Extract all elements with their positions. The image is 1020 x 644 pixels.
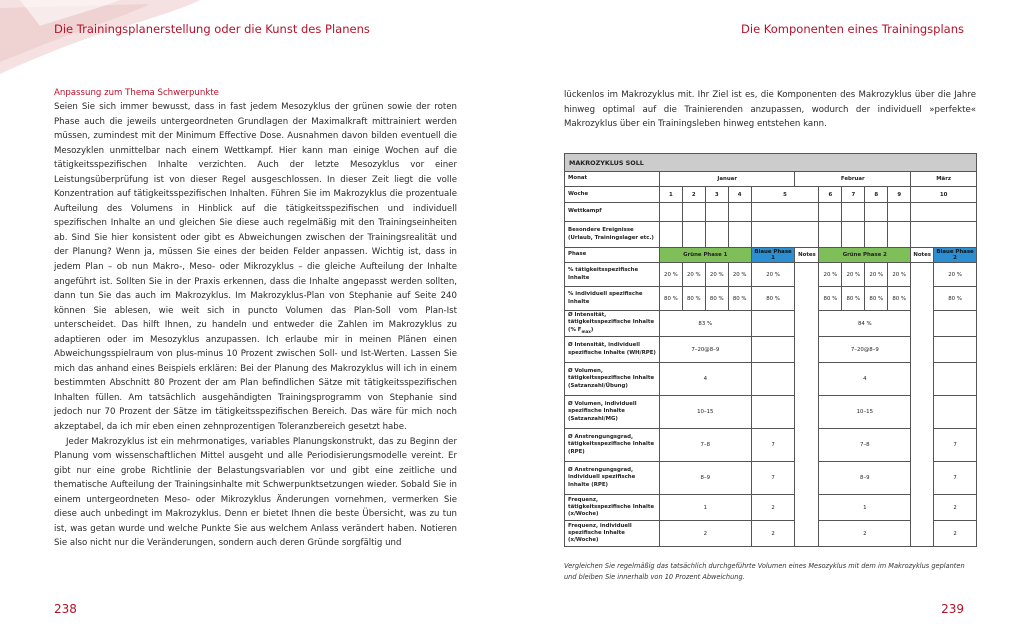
table-cell: 7–20@8–9 <box>819 337 911 363</box>
table-cell: 2 <box>751 521 795 547</box>
row-label: Ø Intensität, individuell spezifische Inhalte (WH/RPE) <box>565 337 660 363</box>
table-cell: 7 <box>751 429 795 462</box>
row-label: Frequenz, individuell spezifische Inhalte (x/Woche) <box>565 521 660 547</box>
table-cell: 7 <box>751 462 795 495</box>
table-cell: 80 % <box>751 287 795 311</box>
table-cell: 2 <box>934 495 977 521</box>
table-cell: 80 % <box>659 287 682 311</box>
table-cell: 2 <box>819 521 911 547</box>
section-subheading: Anpassung zum Thema Schwerpunkte <box>54 88 219 98</box>
table-cell <box>934 363 977 396</box>
notes-cell: Notes <box>795 248 819 263</box>
table-cell: 4 <box>819 363 911 396</box>
table-cell: 80 % <box>819 287 842 311</box>
table-cell: 20 % <box>934 263 977 287</box>
table-caption: Vergleichen Sie regelmäßig das tatsächlich durchgeführte Volumen eines Mesozyklus mit dem im Makrozyklus geplanten und bleiben Sie innerhalb von 10 Prozent Abweichung. <box>564 562 965 581</box>
page-number-right: 239 <box>941 602 964 616</box>
table-cell: 7–8 <box>819 429 911 462</box>
table-cell: 20 % <box>659 263 682 287</box>
row-label: Wettkampf <box>565 203 660 222</box>
table-cell: 20 % <box>705 263 728 287</box>
row-label: % tätigkeitsspezifische Inhalte <box>565 263 660 287</box>
week-cell: 3 <box>705 187 728 203</box>
week-cell: 10 <box>911 187 977 203</box>
row-label: % individuell spezifische Inhalte <box>565 287 660 311</box>
table-cell: 20 % <box>865 263 888 287</box>
table-cell <box>934 337 977 363</box>
week-cell: 4 <box>728 187 751 203</box>
table-cell: 20 % <box>888 263 911 287</box>
macrocycle-table <box>564 153 977 547</box>
table-cell: 1 <box>659 495 751 521</box>
table-cell <box>751 363 795 396</box>
table-cell: 80 % <box>842 287 865 311</box>
table-cell: 80 % <box>705 287 728 311</box>
month-cell: März <box>911 172 977 187</box>
table-cell: 80 % <box>682 287 705 311</box>
table-cell <box>934 311 977 337</box>
body-paragraph: Seien Sie sich immer bewusst, dass in fast jedem Mesozyklus der grünen sowie der roten Phase auch die jeweils untergeordneten Grundlagen der Maximalkraft mittrainiert werden müssen, zumindest mit der Minimum Effective Dose. Ausnahmen davon bilden eventuell die Mesozyklen unmittelbar nach einem Wettkampf. Hier kann man einige Wochen auf die tätigkeitsspezifischen Inhalte verzichten. Auch der letzte Mesozyklus vor einer Leistungsüberprüfung ist von dieser Regel ausgeschlossen. In dieser Zeit liegt die volle Konzentration auf tätigkeitsspezifischen Inhalten. Führen Sie im Makrozyklus die prozentuale Aufteilung des Volumens in Hinblick auf die tätigkeitsspezifischen und individuell spezifischen Inhalte an und gleichen Sie diese auch regelmäßig mit den Trainingseinheiten ab. Sind Sie hier konsistent oder gibt es Abweichungen zwischen der Trainingsrealität und der Planung? Wenn ja, müssen Sie eines der beiden Felder anpassen. Wichtig ist, dass in jedem Plan – ob nun Makro-, Meso- oder Mikrozyklus – die gleiche Aufteilung der Inhalte angeführt ist. Sollten Sie in der Praxis erkennen, dass die Inhalte angepasst werden sollten, dann tun Sie das auch im Makrozyklus. Im Makrozyklus-Plan von Stephanie auf Seite 240 können Sie ablesen, wie weit sich in puncto Volumen das Plan-Soll vom Plan-Ist unterscheidet. Das hilft Ihnen, zu handeln und entweder die Zahlen im Makrozyklus zu adaptieren oder im Mesozyklus anzupassen. Ich erlaube mir in meinen Plänen einen Abweichungsspielraum von plus-minus 10 Prozent zwischen Soll- und Ist-Werten. Lassen Sie mich das anhand eines Beispiels erklären: Bei der Planung des Makrozyklus will ich in einem bestimmten Abschnitt 80 Prozent der am Plan befindlichen Sätze mit tätigkeitsspezifischen Inhalten füllen. Am tatsächlich ausgehändigten Trainingsprogramm von Stephanie sind jedoch nur 70 Prozent der Sätze im tätigkeitsspezifischen Bereich. Das wäre für mich noch akzeptabel, da ich mir eben einen zehnprozentigen Toleranzbereich gesetzt habe. <box>54 102 457 433</box>
table-cell: 8–9 <box>819 462 911 495</box>
row-label: Besondere Ereignisse (Urlaub, Trainingslager etc.) <box>565 222 660 248</box>
table-cell <box>751 337 795 363</box>
row-label: Ø Volumen, individuell spezifische Inhalte (Satzanzahl/MG) <box>565 396 660 429</box>
row-label: Phase <box>565 248 660 263</box>
table-cell: 8–9 <box>659 462 751 495</box>
table-cell: 84 % <box>819 311 911 337</box>
row-label: Woche <box>565 187 660 203</box>
month-cell: Januar <box>659 172 795 187</box>
table-cell: 80 % <box>934 287 977 311</box>
decorative-brush-stroke <box>0 0 260 80</box>
table-cell: 2 <box>659 521 751 547</box>
week-cell: 1 <box>659 187 682 203</box>
table-cell: 83 % <box>659 311 751 337</box>
table-cell: 7–8 <box>659 429 751 462</box>
table-cell <box>751 311 795 337</box>
phase-green-2: Grüne Phase 2 <box>819 248 911 263</box>
table-cell: 80 % <box>728 287 751 311</box>
row-label: Ø Anstrengungsgrad, individuell spezifische Inhalte (RPE) <box>565 462 660 495</box>
row-label: Monat <box>565 172 660 187</box>
body-paragraph: Jeder Makrozyklus ist ein mehrmonatiges, variables Planungskonstrukt, das zu Beginn der Planung vom wissenschaftlichen Mittel ausgeht und alle Periodisierungsmodelle vereint. Er gibt nur eine grobe Richtlinie der Belastungsvariablen vor und gibt eine zeitliche und thematische Aufteilung der Trainingsinhalte mit Schwerpunktsetzungen wieder. Sobald Sie in einem untergeordneten Meso- oder Mikrozyklus Änderungen vornehmen, vermerken Sie diese auch unbedingt im Makrozyklus. Denn er bietet Ihnen die beste Übersicht, was zu tun ist, was getan wurde und welche Punkte Sie aus welchem Anlass verändert haben. Notieren Sie also nicht nur die Veränderungen, sondern auch deren Gründe sorgfältig und <box>54 436 457 549</box>
week-cell: 6 <box>819 187 842 203</box>
table-cell: 1 <box>819 495 911 521</box>
notes-cell: Notes <box>911 248 934 263</box>
phase-blue-2: Blaue Phase 2 <box>934 248 977 263</box>
table-cell: 20 % <box>682 263 705 287</box>
table-cell: 20 % <box>819 263 842 287</box>
table-cell <box>934 396 977 429</box>
row-label: Frequenz, tätigkeitsspezifische Inhalte (x/Woche) <box>565 495 660 521</box>
month-cell: Februar <box>795 172 911 187</box>
table-cell: 2 <box>934 521 977 547</box>
table-cell: 20 % <box>842 263 865 287</box>
table-cell: 80 % <box>865 287 888 311</box>
phase-green-1: Grüne Phase 1 <box>659 248 751 263</box>
week-cell: 8 <box>865 187 888 203</box>
row-label: Ø Intensität, tätigkeitsspezifische Inhalte (% $F_{max}$) <box>565 311 660 337</box>
right-text-column <box>564 88 976 132</box>
row-label: Ø Volumen, tätigkeitsspezifische Inhalte (Satzanzahl/Übung) <box>565 363 660 396</box>
running-header-right: Die Komponenten eines Trainingsplans <box>741 22 964 36</box>
week-cell: 9 <box>888 187 911 203</box>
left-text-column <box>54 88 457 551</box>
table-title: MAKROZYKLUS SOLL <box>565 154 977 172</box>
table-cell: 20 % <box>751 263 795 287</box>
table-cell: 2 <box>751 495 795 521</box>
table-cell: 7 <box>934 462 977 495</box>
table-cell: 4 <box>659 363 751 396</box>
table-cell: 20 % <box>728 263 751 287</box>
table-cell: 7–20@8–9 <box>659 337 751 363</box>
week-cell: 2 <box>682 187 705 203</box>
table-cell <box>751 396 795 429</box>
row-label: Ø Anstrengungsgrad, tätigkeitsspezifische Inhalte (RPE) <box>565 429 660 462</box>
table-cell: 80 % <box>888 287 911 311</box>
phase-blue-1: Blaue Phase 1 <box>751 248 795 263</box>
table-cell: 7 <box>934 429 977 462</box>
running-header-left: Die Trainingsplanerstellung oder die Kunst des Planens <box>54 22 370 36</box>
body-paragraph: lückenlos im Makrozyklus mit. Ihr Ziel ist es, die Komponenten des Makrozyklus über die Jahre hinweg optimal auf die Trainierenden anzupassen, wodurch der individuell »perfekte« Makrozyklus über ein Trainingsleben hinweg entstehen kann. <box>564 90 976 130</box>
table-cell: 10–15 <box>659 396 751 429</box>
week-cell: 5 <box>751 187 819 203</box>
table-cell: 10–15 <box>819 396 911 429</box>
page-number-left: 238 <box>54 602 77 616</box>
week-cell: 7 <box>842 187 865 203</box>
